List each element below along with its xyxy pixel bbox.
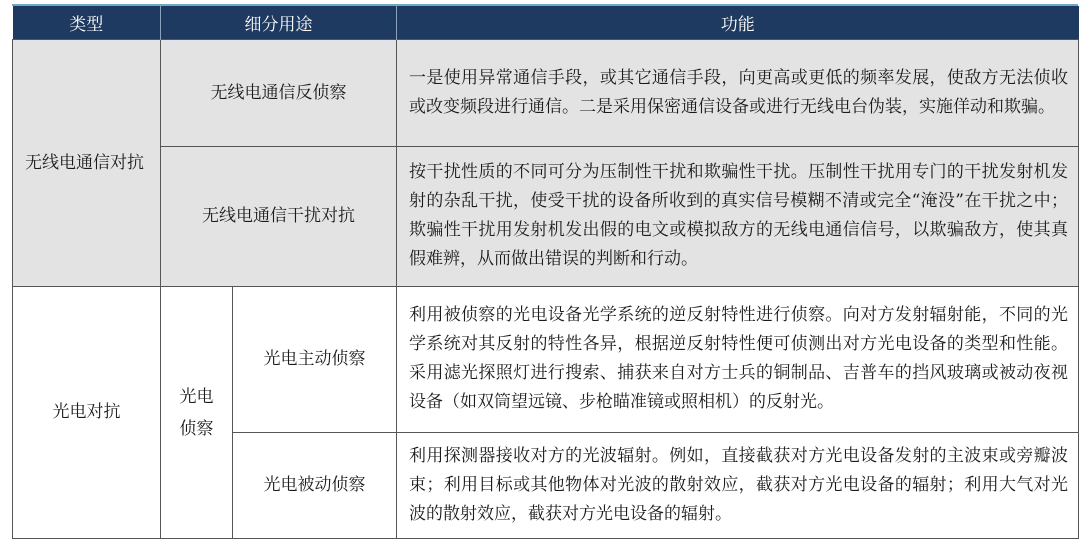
subuse-radio-recon: 无线电通信反侦察 — [161, 40, 397, 147]
function-optical-active: 利用被侦察的光电设备光学系统的逆反射特性进行侦察。向对方发射辐射能，不同的光学系统对其反射的特性各异，根据逆反射特性便可侦测出对方光电设备的类型和性能。采用滤光探照灯进行搜索、捕获来自对方士兵的铜制品、吉普车的挡风玻璃或被动夜视设备（如双筒望远镜、步枪瞄准镜或照相机）的反射光。 — [397, 287, 1079, 433]
table-row — [13, 40, 1079, 147]
category-radio: 无线电通信对抗 — [13, 40, 161, 287]
table-row — [13, 287, 1079, 433]
function-optical-passive: 利用探测器接收对方的光波辐射。例如，直接截获对方光电设备发射的主波束或旁瓣波束；利用目标或其他物体对光波的散射效应，截获对方光电设备的辐射；利用大气对光波的散射效应，截获对方光电设备的辐射。 — [397, 433, 1079, 539]
table-row — [13, 147, 1079, 287]
group-optical-recon: 光电侦察 — [161, 287, 233, 539]
subuse-optical-passive: 光电被动侦察 — [233, 433, 397, 539]
header-type: 类型 — [13, 6, 161, 40]
countermeasure-table — [12, 6, 1079, 539]
function-radio-jam: 按干扰性质的不同可分为压制性干扰和欺骗性干扰。压制性干扰用专门的干扰发射机发射的杂乱干扰，使受干扰的设备所收到的真实信号模糊不清或完全“淹没”在干扰之中；欺骗性干扰用发射机发出假的电文或模拟敌方的无线电通信信号，以欺骗敌方，使其真假难辨，从而做出错误的判断和行动。 — [397, 147, 1079, 287]
header-row — [13, 6, 1079, 40]
subuse-radio-jam: 无线电通信干扰对抗 — [161, 147, 397, 287]
function-radio-recon: 一是使用异常通信手段，或其它通信手段，向更高或更低的频率发展，使敌方无法侦收或改变频段进行通信。二是采用保密通信设备或进行无线电台伪装，实施佯动和欺骗。 — [397, 40, 1079, 147]
subuse-optical-active: 光电主动侦察 — [233, 287, 397, 433]
header-function: 功能 — [397, 6, 1079, 40]
category-optical: 光电对抗 — [13, 287, 161, 539]
header-subuse: 细分用途 — [161, 6, 397, 40]
